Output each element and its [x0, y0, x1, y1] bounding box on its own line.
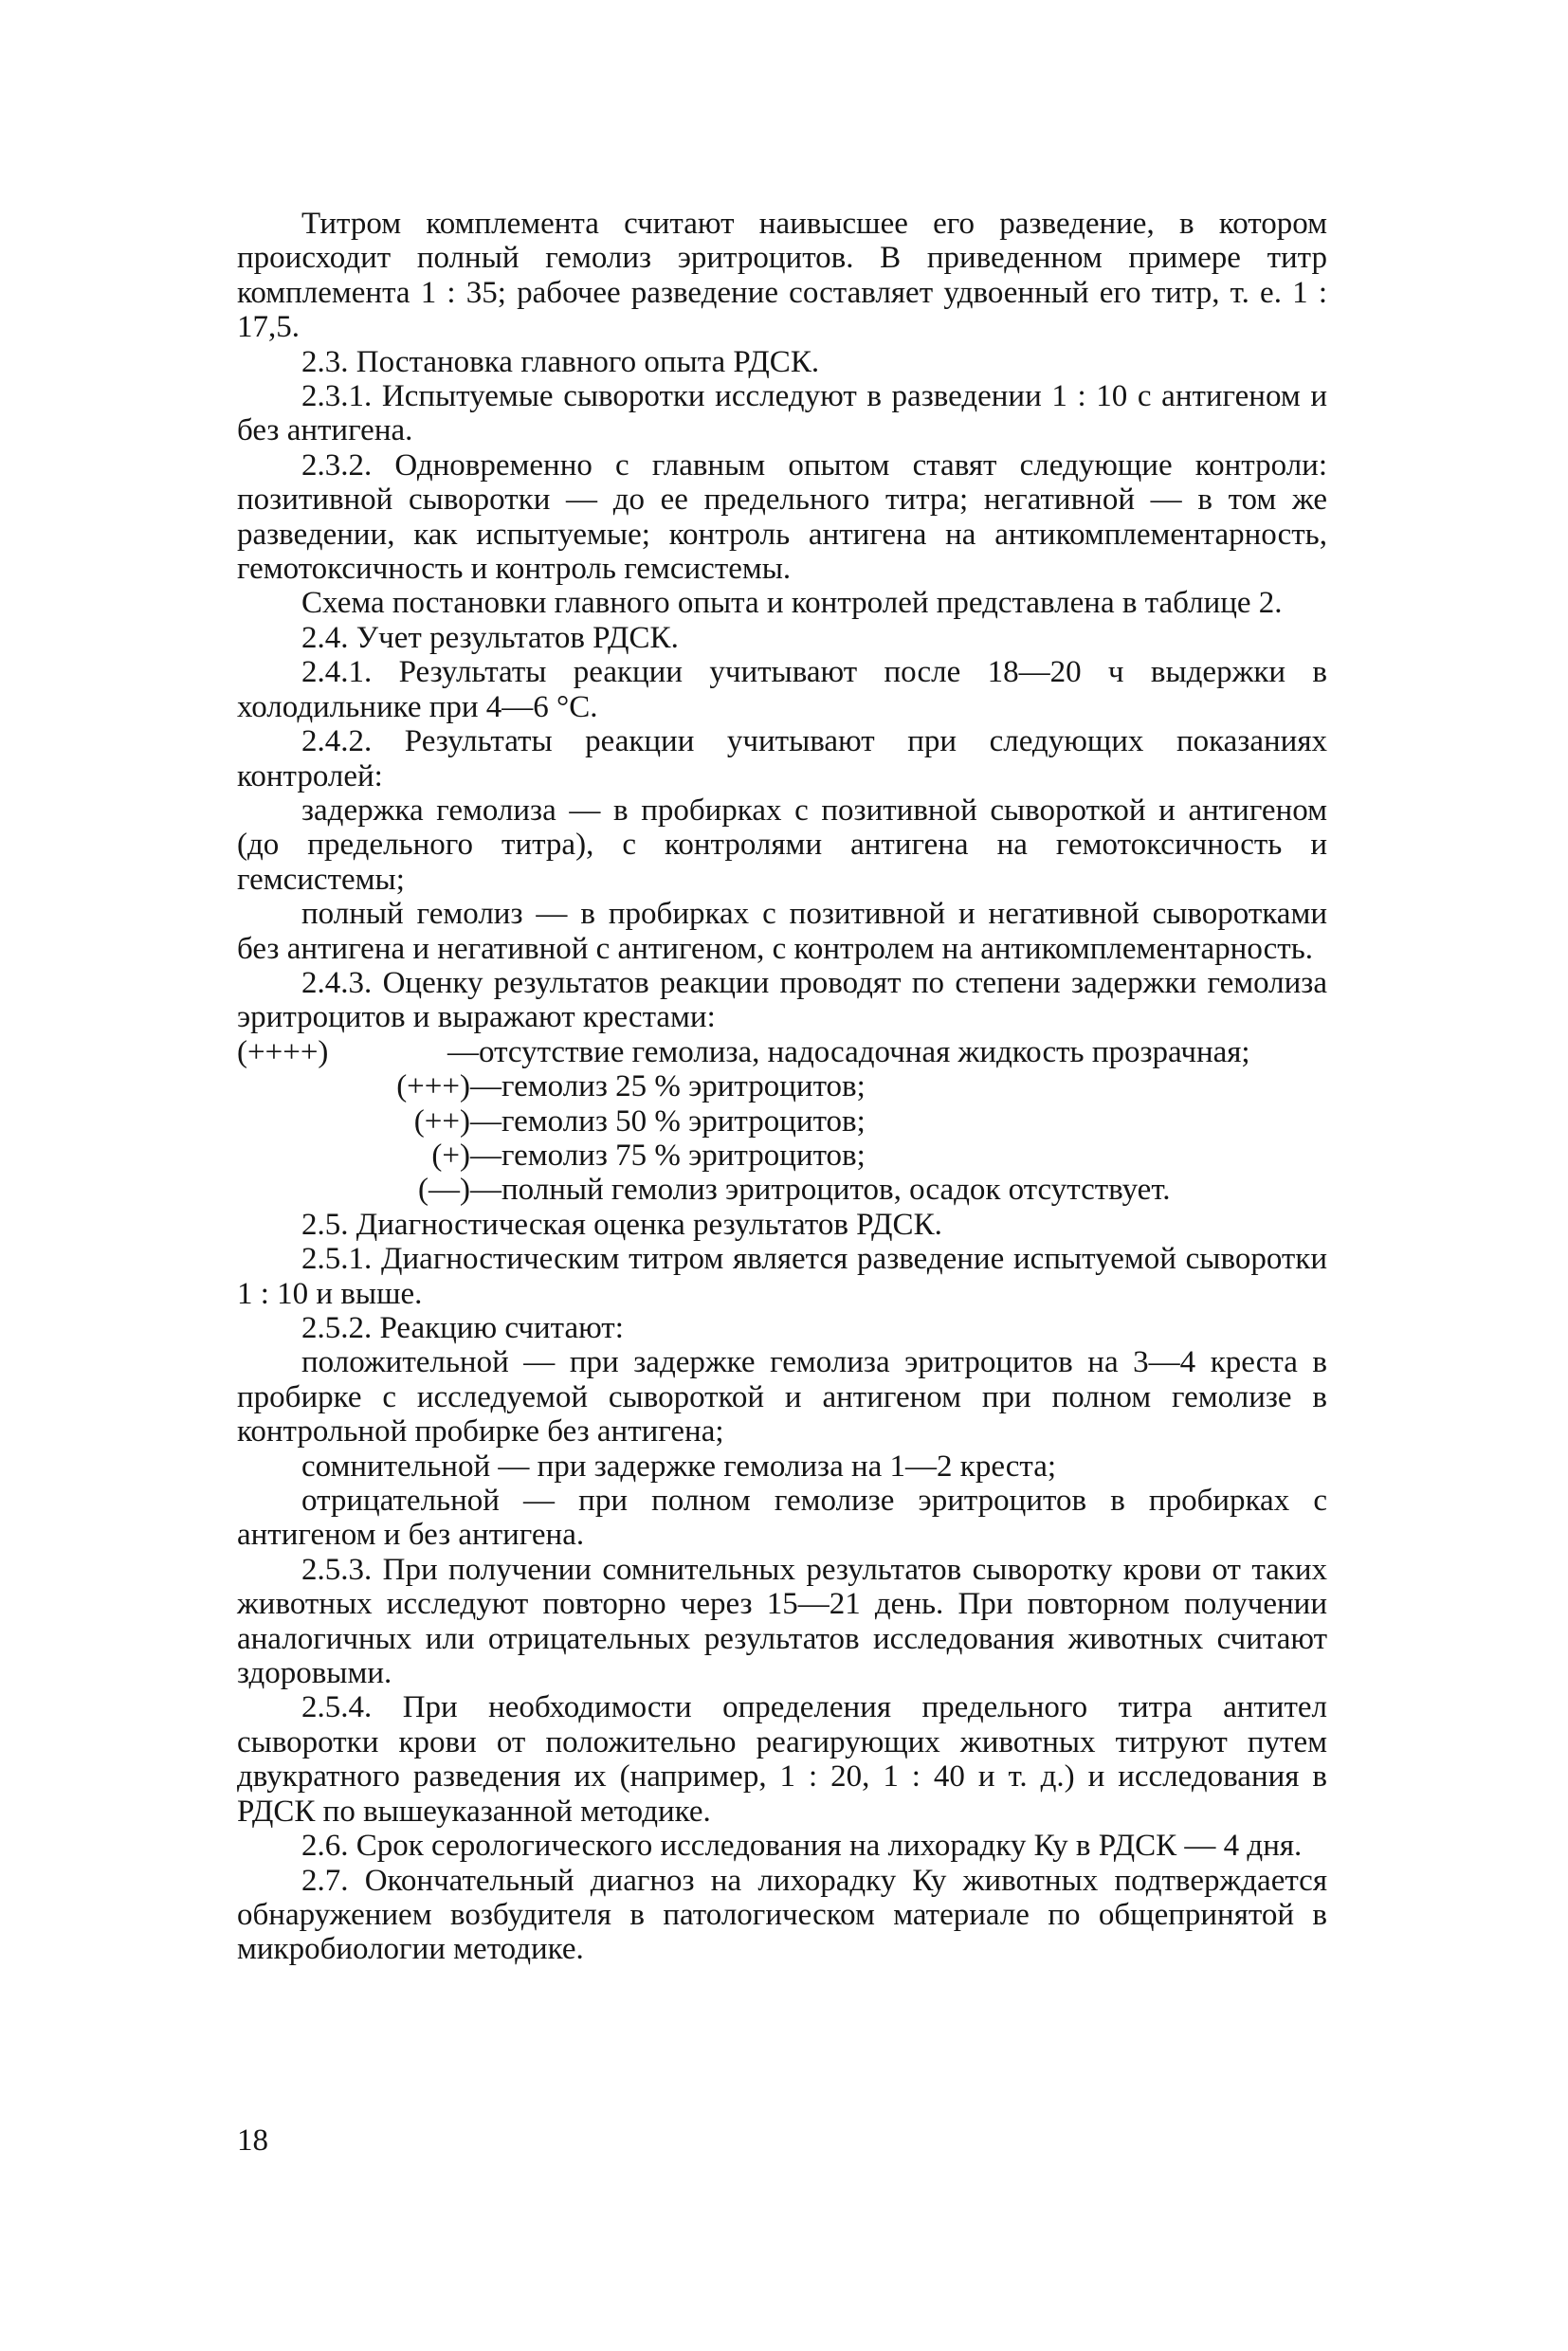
paragraph-schema-table: Схема постановки главного опыта и контролей представлена в таблице 2. [301, 586, 1283, 621]
cross-scale-row [237, 1104, 1327, 1139]
cross-dash: — [470, 1138, 501, 1173]
paragraph-2-5-1: 2.5.1. Диагностическим титром является разведение испытуемой сыворотки 1 : 10 и выше. [237, 1242, 1327, 1311]
cross-scale-row [237, 1139, 1327, 1173]
body-text [237, 207, 1327, 1967]
paragraph-2-5-4: 2.5.4. При необходимости определения предельного титра антител сыворотки крови от положительно реагирующих животных титруют путем двукратного разведения их (например, 1 : 20, 1 : 40 и т. д.) и исследования в РДСК по вышеуказанной методике. [237, 1690, 1327, 1829]
cross-dash: — [470, 1069, 501, 1104]
page-number: 18 [237, 2123, 268, 2158]
cross-dash: — [470, 1103, 501, 1139]
cross-symbol: (++++) [237, 1034, 329, 1069]
cross-symbol: (+) [431, 1138, 470, 1173]
cross-scale-row [237, 1035, 1327, 1069]
paragraph-2-4-1: 2.4.1. Результаты реакции учитывают после 18—20 ч выдержки в холодильнике при 4—6 °С. [237, 655, 1327, 724]
cross-dash: — [447, 1034, 479, 1069]
paragraph-2-3-2: 2.3.2. Одновременно с главным опытом ставят следующие контроли: позитивной сыворотки — до ее предельного титра; негативной — в том же разведении, как испытуемые; контроль антигена на антикомплементарность, гемотоксичность и контроль гемсистемы. [237, 447, 1327, 587]
paragraph-2-5-2: 2.5.2. Реакцию считают: [301, 1311, 624, 1345]
cross-scale-row [237, 1069, 1327, 1103]
paragraph-full-hemolysis: полный гемолиз — в пробирках с позитивной и негативной сыворотками без антигена и негативной с антигеном, с контролем на антикомплементарность. [237, 897, 1327, 966]
paragraph-negative: отрицательной — при полном гемолизе эритроцитов в пробирках с антигеном и без антигена. [237, 1484, 1327, 1553]
paragraph-2-6: 2.6. Срок серологического исследования на лихорадку Ку в РДСК — 4 дня. [301, 1829, 1303, 1864]
cross-description: гемолиз 25 % эритроцитов; [501, 1069, 866, 1104]
paragraph-hemolysis-delay: задержка гемолиза — в пробирках с позитивной сывороткой и антигеном (до предельного титра), с контролями антигена на гемотоксичность и гемсистемы; [237, 793, 1327, 897]
cross-symbol: (++) [413, 1103, 470, 1139]
paragraph-2-3-1: 2.3.1. Испытуемые сыворотки исследуют в разведении 1 : 10 с антигеном и без антигена. [237, 379, 1327, 448]
paragraph-2-7: 2.7. Окончательный диагноз на лихорадку Ку животных подтверждается обнаружением возбудителя в патологическом материале по общепринятой в микробиологии методике. [237, 1863, 1327, 1967]
cross-description: отсутствие гемолиза, надосадочная жидкость прозрачная; [479, 1034, 1250, 1069]
paragraph-doubtful: сомнительной — при задержке гемолиза на 1—2 креста; [301, 1449, 1057, 1484]
paragraph-2-5-3: 2.5.3. При получении сомнительных результатов сыворотку крови от таких животных исследуют повторно через 15—21 день. При повторном получении аналогичных или отрицательных результатов исследования животных считают здоровыми. [237, 1552, 1327, 1691]
heading-2-4: 2.4. Учет результатов РДСК. [301, 620, 679, 655]
paragraph-positive: положительной — при задержке гемолиза эритроцитов на 3—4 креста в пробирке с исследуемой сывороткой и антигеном при полном гемолизе в контрольной пробирке без антигена; [237, 1345, 1327, 1449]
cross-symbol: (+++) [396, 1069, 470, 1104]
cross-description: гемолиз 75 % эритроцитов; [501, 1138, 866, 1173]
heading-2-5: 2.5. Диагностическая оценка результатов РДСК. [301, 1207, 942, 1242]
cross-description: полный гемолиз эритроцитов, осадок отсутствует. [501, 1173, 1171, 1208]
cross-dash: — [470, 1173, 501, 1208]
heading-2-3: 2.3. Постановка главного опыта РДСК. [301, 344, 820, 379]
paragraph-complement-titer: Титром комплемента считают наивысшее его разведение, в котором происходит полный гемолиз эритроцитов. В приведенном примере титр комплемента 1 : 35; рабочее разведение составляет удвоенный его титр, т. е. 1 : 17,5. [237, 207, 1327, 345]
paragraph-2-4-3: 2.4.3. Оценку результатов реакции проводят по степени задержки гемолиза эритроцитов и выражают крестами: [237, 965, 1327, 1035]
cross-symbol: (—) [418, 1173, 470, 1208]
cross-scale-row [237, 1173, 1327, 1207]
paragraph-2-4-2: 2.4.2. Результаты реакции учитывают при следующих показаниях контролей: [237, 724, 1327, 793]
cross-description: гемолиз 50 % эритроцитов; [501, 1103, 866, 1139]
